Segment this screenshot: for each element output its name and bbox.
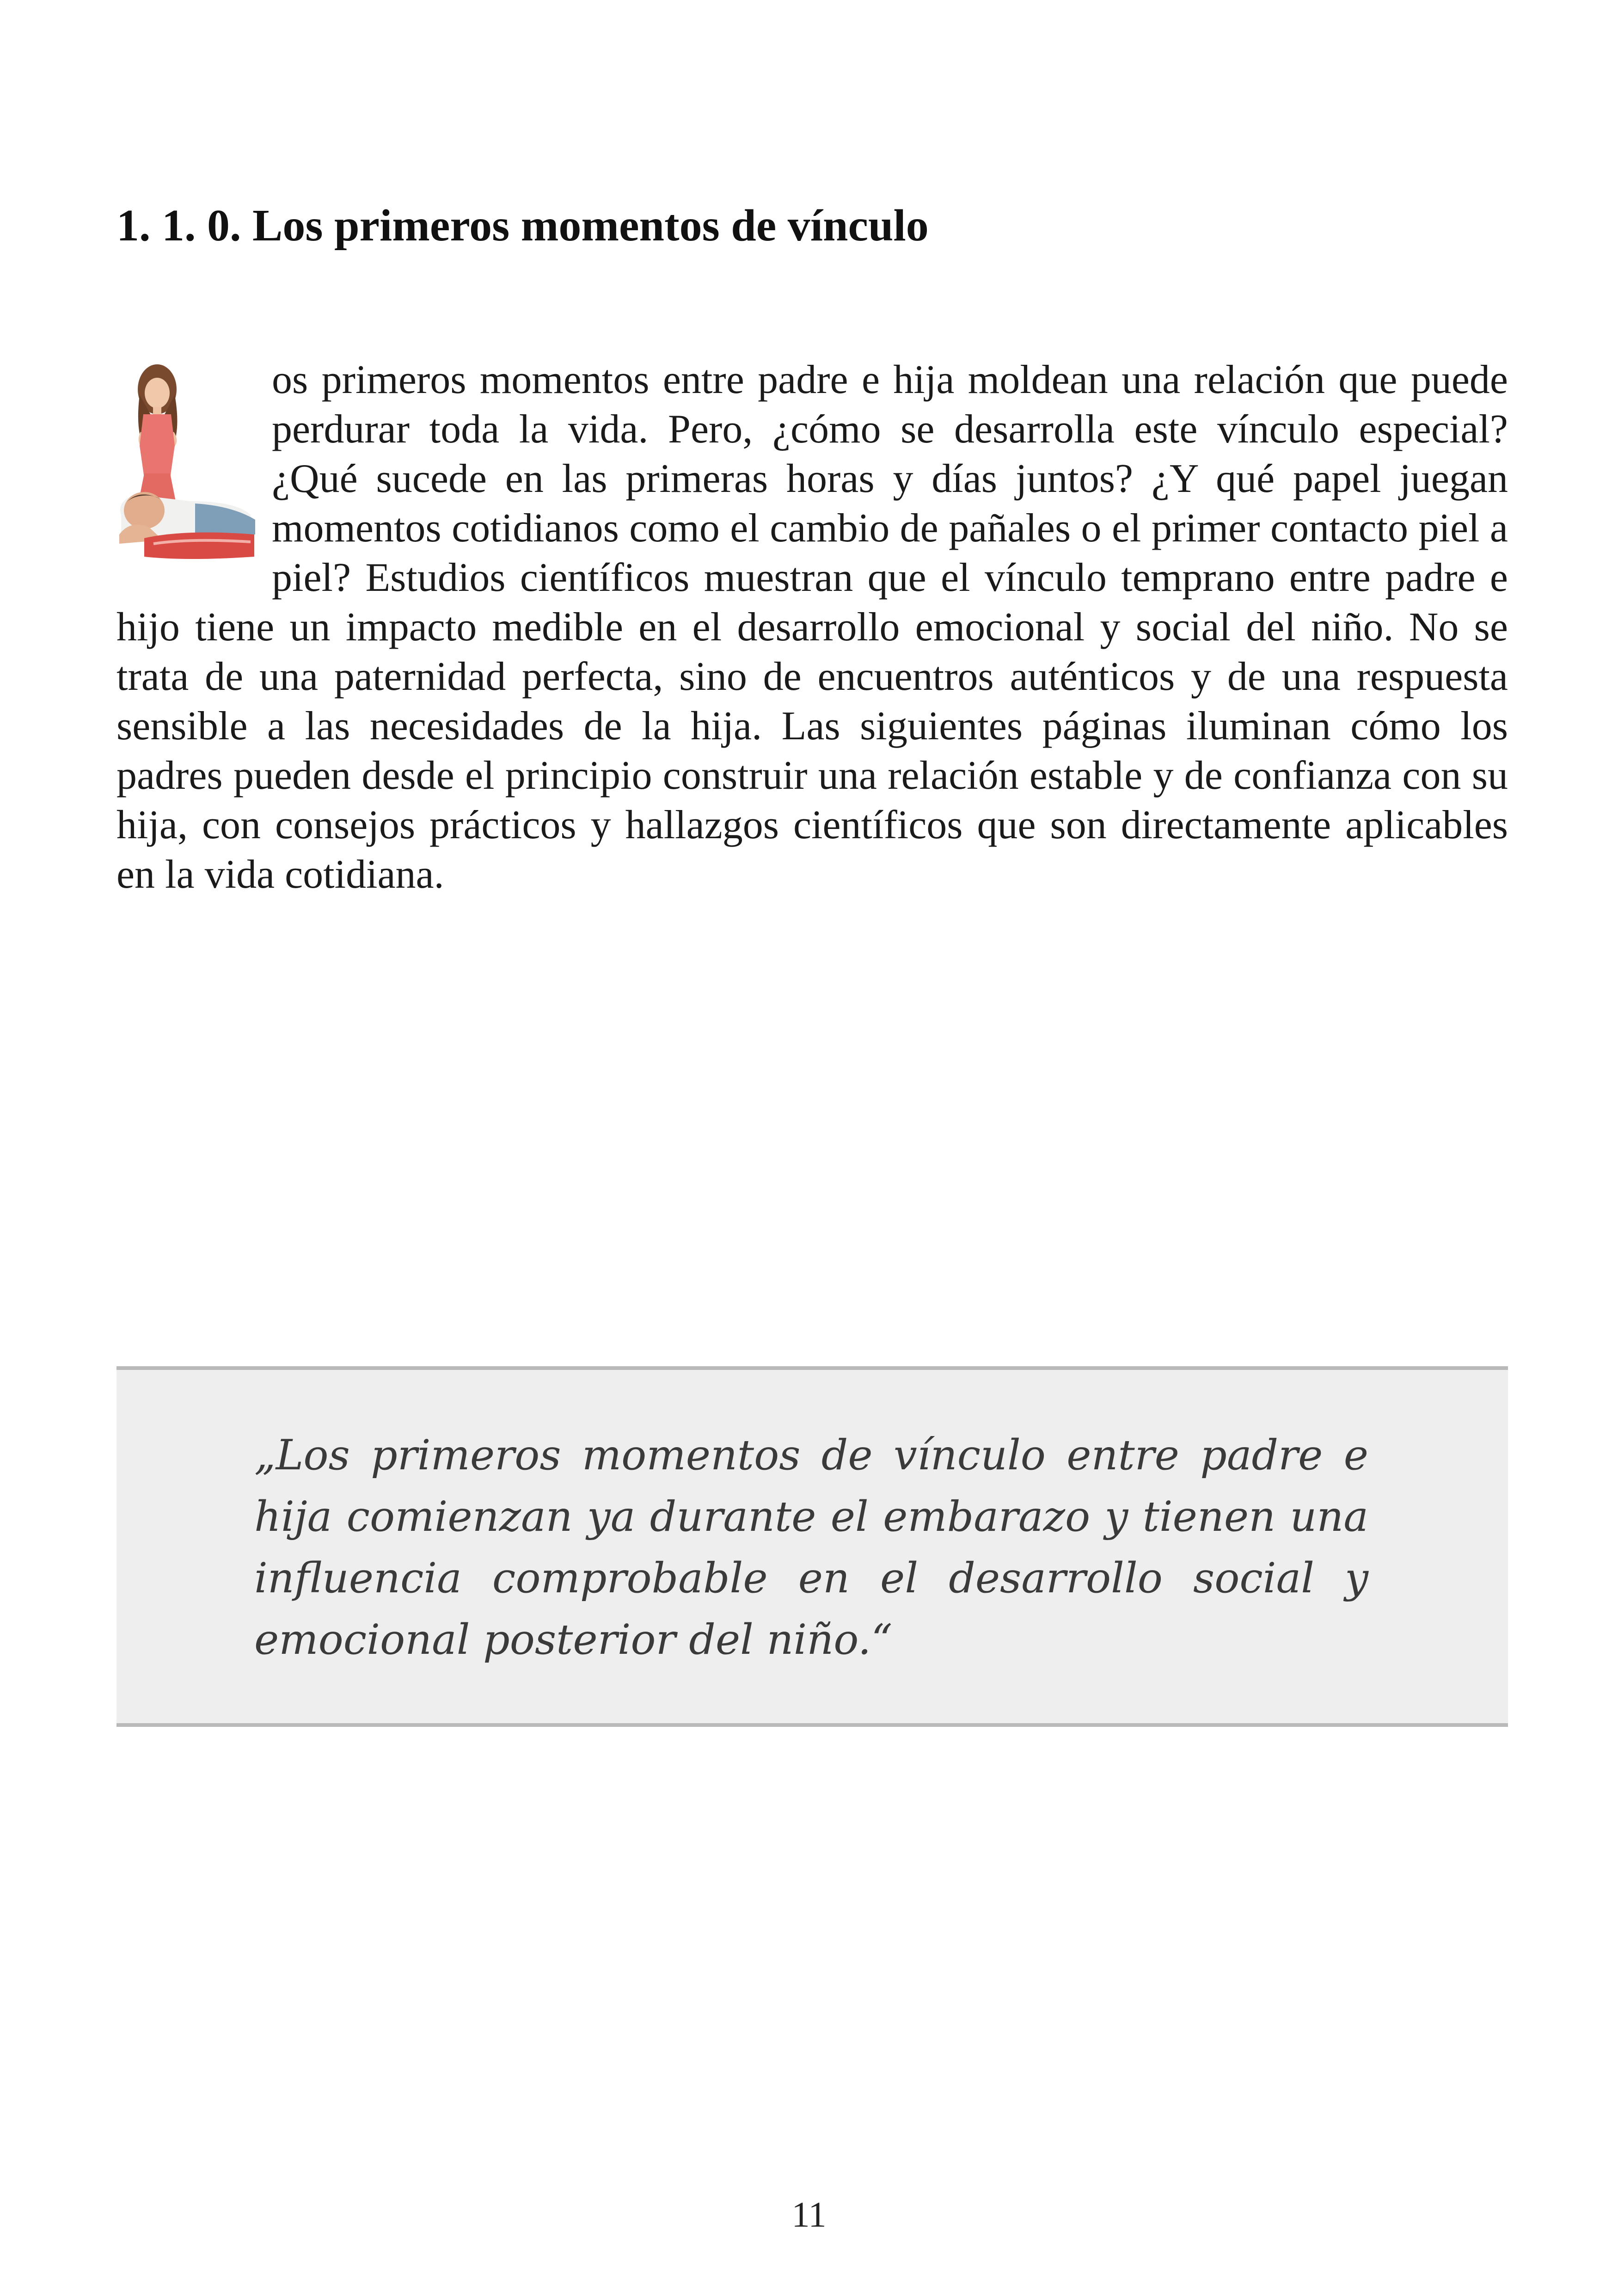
body-block bbox=[116, 355, 1508, 899]
section-heading: 1. 1. 0. Los primeros momentos de vínculo bbox=[116, 201, 929, 251]
pull-quote-text: „Los primeros momentos de vínculo entre padre e hija comienzan ya durante el embarazo y tienen una influencia comprobable en el desarrollo social y emocional posterior del niño.“ bbox=[254, 1431, 1368, 1664]
dropcap-photo bbox=[116, 362, 255, 561]
pull-quote-box bbox=[116, 1366, 1508, 1727]
page-number: 11 bbox=[791, 2194, 827, 2235]
body-paragraph: os primeros momentos entre padre e hija moldean una relación que puede perdurar toda la vida. Pero, ¿cómo se desarrolla este vínculo especial? ¿Qué sucede en las primeras horas y días juntos? ¿Y qué papel juegan momentos cotidianos como el cambio de pañales o el primer contacto piel a piel? Estudios científicos muestran que el vínculo temprano entre padre e hijo tiene un impacto medible en el desarrollo emocional y social del niño. No se trata de una paternidad perfecta, sino de encuentros auténticos y de una respuesta sensible a las necesidades de la hija. Las siguientes páginas iluminan cómo los padres pueden desde el principio construir una relación estable y de confianza con su hija, con consejos prácticos y hallazgos científicos que son directamente aplicables en la vida cotidiana. bbox=[116, 357, 1508, 897]
father-daughter-photo-icon bbox=[116, 362, 255, 561]
